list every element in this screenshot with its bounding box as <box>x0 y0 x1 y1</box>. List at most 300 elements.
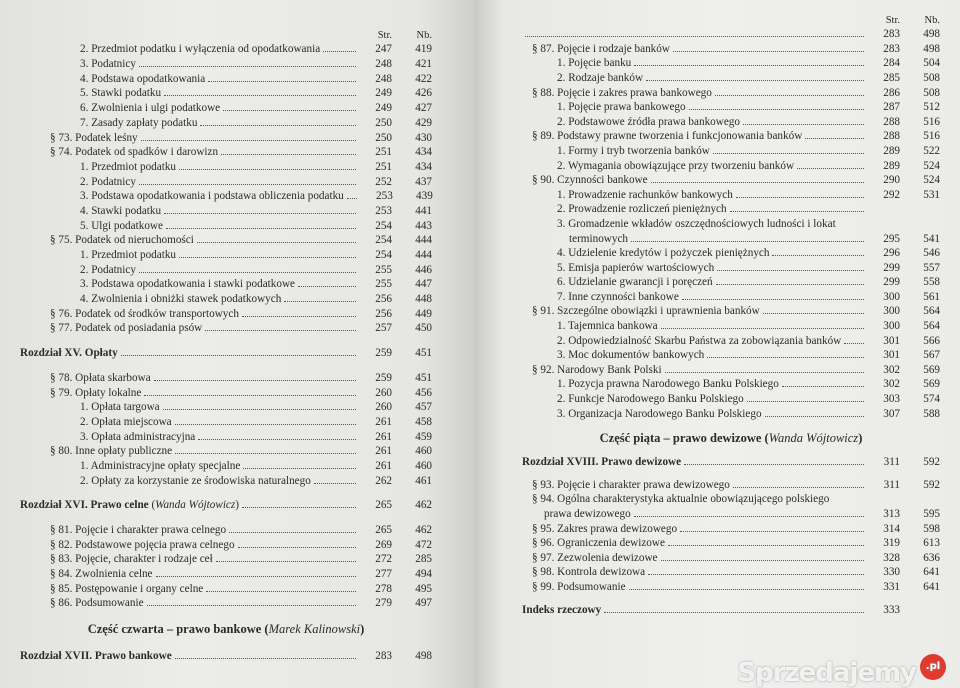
dot-leader <box>730 211 864 212</box>
page-number: 250 <box>375 131 392 144</box>
toc-entry[interactable] <box>20 369 432 384</box>
toc-entry[interactable] <box>20 70 432 85</box>
margin-number: 567 <box>923 349 940 362</box>
margin-number: 524 <box>923 174 940 187</box>
margin-number: 598 <box>923 522 940 535</box>
margin-number: 504 <box>923 57 940 70</box>
entry-label: 5. Emisja papierów wartościowych <box>557 261 715 274</box>
page-number: 277 <box>375 568 392 581</box>
margin-number: 448 <box>415 293 432 306</box>
toc-entry[interactable] <box>20 158 432 173</box>
part-title: Część czwarta – prawo bankowe <box>87 622 262 637</box>
dot-leader <box>223 110 356 111</box>
page-number: 249 <box>375 87 392 100</box>
entry-label: § 86. Podsumowanie <box>50 597 144 610</box>
toc-entry[interactable] <box>522 55 940 70</box>
entry-label: 3. Podstawa opodatkowania i stawki podatkowe <box>80 278 296 291</box>
toc-entry[interactable] <box>522 332 940 347</box>
page-number: 256 <box>375 293 392 306</box>
margin-number: 449 <box>415 307 432 320</box>
margin-number: 459 <box>415 430 432 443</box>
margin-number: 460 <box>415 459 432 472</box>
dot-leader <box>284 301 356 302</box>
toc-entry[interactable] <box>20 472 432 487</box>
dot-leader <box>713 153 864 154</box>
page-number: 253 <box>375 204 392 217</box>
dot-leader <box>782 386 864 387</box>
toc-entry[interactable] <box>20 595 432 610</box>
page-number: 288 <box>883 115 900 128</box>
toc-entry[interactable] <box>20 580 432 595</box>
entry-label: Rozdział XVII. Prawo bankowe <box>20 650 172 663</box>
toc-entry[interactable] <box>20 173 432 188</box>
entry-label: 2. Podstawowe źródła prawa bankowego <box>557 115 740 128</box>
margin-number: 457 <box>415 401 432 414</box>
entry-label: 4. Stawki podatku <box>80 204 162 217</box>
page-number: 314 <box>883 522 900 535</box>
toc-entry[interactable] <box>522 142 940 157</box>
toc-entry[interactable] <box>522 535 940 550</box>
toc-entry[interactable] <box>20 41 432 56</box>
page-number: 300 <box>883 320 900 333</box>
margin-number: 557 <box>923 261 940 274</box>
toc-entry[interactable] <box>20 565 432 580</box>
column-headers <box>20 26 432 41</box>
dot-leader <box>763 313 864 314</box>
margin-number: 446 <box>415 263 432 276</box>
entry-label: 2. Prowadzenie rozliczeń pieniężnych <box>557 203 727 216</box>
dot-leader <box>631 241 864 242</box>
entry-label: § 94. Ogólna charakterystyka aktualnie obowiązującego polskiego <box>532 493 830 506</box>
str-header: Str. <box>377 29 392 41</box>
page-number: 265 <box>375 499 392 512</box>
nb-header: Nb. <box>924 14 940 26</box>
entry-label: § 89. Podstawy prawne tworzenia i funkcjonowania banków <box>532 130 803 143</box>
dot-leader <box>164 95 356 96</box>
page-number: 247 <box>375 43 392 56</box>
dot-leader <box>175 424 356 425</box>
toc-entry[interactable] <box>20 232 432 247</box>
entry-label: 1. Pozycja prawna Narodowego Banku Polskiego <box>557 378 779 391</box>
toc-entry[interactable] <box>20 399 432 414</box>
dot-leader <box>680 531 864 532</box>
entry-label: 1. Przedmiot podatku <box>80 249 177 261</box>
margin-number: 636 <box>923 551 940 564</box>
toc-entry[interactable] <box>522 274 940 289</box>
entry-label: Rozdział XVIII. Prawo dewizowe <box>522 456 682 469</box>
toc-entry[interactable] <box>522 157 940 172</box>
page-number: 301 <box>883 349 900 362</box>
margin-number: 564 <box>923 305 940 318</box>
dot-leader <box>651 182 864 183</box>
page-number: 283 <box>883 42 900 55</box>
chapter-entry[interactable] <box>522 601 940 616</box>
page-number: 255 <box>375 278 392 291</box>
entry-label: prawa dewizowego <box>544 508 631 520</box>
margin-number: 439 <box>416 190 433 203</box>
entry-label: 2. Podatnicy <box>80 263 136 276</box>
toc-entry[interactable] <box>522 230 940 245</box>
dot-leader <box>198 439 356 440</box>
dot-leader <box>139 272 356 273</box>
margin-number: 461 <box>415 474 432 487</box>
dot-leader <box>747 401 864 402</box>
dot-leader <box>347 198 357 199</box>
dot-leader <box>242 507 356 508</box>
dot-leader <box>733 487 864 488</box>
margin-number: 641 <box>923 580 940 593</box>
page-number: 285 <box>883 71 900 84</box>
dot-leader <box>689 109 864 110</box>
page-number: 313 <box>883 508 900 520</box>
toc-entry[interactable] <box>20 261 432 276</box>
chapter-entry[interactable] <box>20 647 432 662</box>
toc-entry[interactable] <box>20 276 432 291</box>
toc-entry[interactable] <box>522 288 940 303</box>
page-number: 283 <box>375 650 392 663</box>
margin-number: 456 <box>415 386 432 399</box>
entry-label: Rozdział XV. Opłaty <box>20 347 118 360</box>
page-number: 328 <box>883 551 900 564</box>
margin-number: 447 <box>415 278 432 291</box>
toc-entry-line <box>522 491 940 506</box>
toc-entry[interactable] <box>20 114 432 129</box>
entry-label: § 91. Szczególne obowiązki i uprawnienia banków <box>532 305 760 318</box>
toc-entry[interactable] <box>20 55 432 70</box>
entry-label: 2. Przedmiot podatku i wyłączenia od opodatkowania <box>80 43 321 56</box>
margin-number: 498 <box>415 650 432 663</box>
dot-leader <box>141 140 356 141</box>
watermark-badge: .pl <box>920 654 946 680</box>
dot-leader <box>646 80 864 81</box>
margin-number: 451 <box>415 371 432 384</box>
page-number: 299 <box>883 261 900 274</box>
page-number: 265 <box>375 524 392 536</box>
page-number: 279 <box>375 597 392 610</box>
toc-entry[interactable] <box>20 290 432 305</box>
toc-entry[interactable] <box>20 99 432 114</box>
toc-entry[interactable] <box>522 113 940 128</box>
page-number: 292 <box>883 188 900 201</box>
toc-entry[interactable] <box>20 413 432 428</box>
margin-number: 472 <box>415 538 432 551</box>
entry-label: 1. Przedmiot podatku <box>80 160 177 173</box>
dot-leader <box>634 516 864 517</box>
entry-label: § 97. Zezwolenia dewizowe <box>532 551 658 564</box>
toc-entry[interactable] <box>20 305 432 320</box>
dot-leader <box>844 343 864 344</box>
dot-leader <box>121 355 356 356</box>
entry-label: 3. Opłata administracyjna <box>80 430 196 443</box>
toc-entry[interactable] <box>522 361 940 376</box>
dot-leader <box>221 154 356 155</box>
dot-leader <box>139 184 356 185</box>
page-number: 301 <box>883 334 900 347</box>
dot-leader <box>772 255 864 256</box>
entry-label: § 98. Kontrola dewizowa <box>532 566 646 579</box>
toc-entry[interactable] <box>522 303 940 318</box>
page-number: 278 <box>375 582 392 595</box>
dot-leader <box>684 464 864 465</box>
page-number: 249 <box>375 102 392 115</box>
dot-leader <box>765 416 864 417</box>
entry-label: 3. Podatnicy <box>80 58 136 71</box>
dot-leader <box>208 81 356 82</box>
entry-label: § 76. Podatek od środków transportowych <box>50 307 239 320</box>
dot-leader <box>314 483 356 484</box>
entry-label: 6. Zwolnienia i ulgi podatkowe <box>80 102 221 115</box>
entry-label: 1. Pojęcie prawa bankowego <box>557 101 686 114</box>
dot-leader <box>205 330 356 331</box>
toc-entry[interactable] <box>20 457 432 472</box>
dot-leader <box>238 547 356 548</box>
toc-entry[interactable] <box>522 405 940 420</box>
toc-entry[interactable] <box>522 549 940 564</box>
toc-entry[interactable] <box>20 129 432 144</box>
page-number: 311 <box>883 478 900 491</box>
page-number: 283 <box>883 28 900 41</box>
dot-leader <box>323 51 356 52</box>
toc-entry[interactable] <box>522 245 940 260</box>
chapter-entry[interactable] <box>522 454 940 469</box>
page-number: 289 <box>883 159 900 172</box>
chapter-entry[interactable]: Rozdział XVI. Prawo celne ( Wanda Wójtowicz ) 265 462 <box>20 499 432 512</box>
toc-entry[interactable] <box>522 317 940 332</box>
page-number: 254 <box>375 219 392 232</box>
nb-header: Nb. <box>416 29 432 41</box>
page-number: 269 <box>375 538 392 551</box>
dot-leader <box>634 65 864 66</box>
margin-number: 595 <box>923 508 940 520</box>
entry-label: § 88. Pojęcie i zakres prawa bankowego <box>532 86 712 99</box>
toc-entry[interactable] <box>522 347 940 362</box>
margin-number: 592 <box>923 456 940 469</box>
margin-number: 522 <box>923 144 940 157</box>
margin-number: 421 <box>415 58 432 71</box>
margin-number: 450 <box>415 322 432 335</box>
dot-leader <box>154 380 356 381</box>
margin-number: 508 <box>923 71 940 84</box>
page-number: 251 <box>375 160 392 173</box>
entry-label: 1. Tajemnica bankowa <box>557 320 658 333</box>
entry-label: § 74. Podatek od spadków i darowizn <box>50 146 219 159</box>
page-number: 330 <box>883 566 900 579</box>
margin-number: 437 <box>415 175 432 188</box>
margin-number: 641 <box>923 566 940 579</box>
page-number: 251 <box>375 146 392 159</box>
margin-number: 451 <box>415 347 432 360</box>
margin-number: 524 <box>923 159 940 172</box>
entry-label: 6. Udzielanie gwarancji i poręczeń <box>557 276 713 289</box>
toc-entry[interactable] <box>20 536 432 551</box>
page-number: 248 <box>375 72 392 85</box>
margin-number: 531 <box>923 188 940 201</box>
margin-number: 426 <box>415 87 432 100</box>
toc-entry[interactable] <box>20 217 432 232</box>
toc-entry[interactable] <box>20 428 432 443</box>
dot-leader <box>175 658 356 659</box>
entry-label: § 85. Postępowanie i organy celne <box>50 582 204 595</box>
entry-label: § 81. Pojęcie i charakter prawa celnego <box>50 524 227 536</box>
entry-label: § 90. Czynności bankowe <box>532 174 648 187</box>
toc-entry[interactable] <box>522 99 940 114</box>
chapter-entry[interactable] <box>20 344 432 359</box>
sprzedajemy-watermark <box>737 658 941 688</box>
toc-entry[interactable] <box>522 259 940 274</box>
toc-entry[interactable] <box>20 320 432 335</box>
right-page <box>474 0 960 688</box>
toc-entry[interactable] <box>522 564 940 579</box>
toc-entry[interactable] <box>522 390 940 405</box>
margin-number: 566 <box>923 334 940 347</box>
page-number: 300 <box>883 290 900 303</box>
dot-leader <box>179 169 356 170</box>
toc-entry[interactable] <box>522 201 940 216</box>
page-number: 290 <box>883 174 900 187</box>
margin-number: 561 <box>923 290 940 303</box>
dot-leader <box>661 328 864 329</box>
entry-label: § 96. Ograniczenia dewizowe <box>532 537 665 550</box>
toc-entry[interactable] <box>20 521 432 536</box>
margin-number: 592 <box>923 478 940 491</box>
entry-label: § 82. Podstawowe pojęcia prawa celnego <box>50 538 235 551</box>
margin-number: 422 <box>415 72 432 85</box>
entry-label: § 93. Pojęcie i charakter prawa dewizowego <box>532 478 730 491</box>
page-number: 286 <box>883 86 900 99</box>
toc-entry[interactable] <box>522 186 940 201</box>
entry-label: 4. Zwolnienia i obniżki stawek podatkowych <box>80 293 282 306</box>
toc-entry[interactable] <box>522 84 940 99</box>
page-number: 260 <box>375 386 392 399</box>
dot-leader <box>715 95 864 96</box>
page-number: 284 <box>883 57 900 70</box>
left-page <box>0 0 474 688</box>
dot-leader <box>805 138 864 139</box>
page-number: 261 <box>375 459 392 472</box>
entry-label: 3. Podstawa opodatkowania i podstawa obliczenia podatku <box>80 190 344 203</box>
dot-leader <box>229 532 356 533</box>
entry-label: § 83. Pojęcie, charakter i rodzaje ceł <box>50 553 213 566</box>
toc-entry[interactable] <box>522 376 940 391</box>
entry-label: § 87. Pojęcie i rodzaje banków <box>532 42 670 55</box>
toc-entry[interactable] <box>522 40 940 55</box>
dot-leader <box>144 395 356 396</box>
toc-entry[interactable] <box>522 578 940 593</box>
table-of-contents-right <box>522 11 940 624</box>
page-number: 261 <box>375 430 392 443</box>
table-of-contents-left <box>20 26 432 662</box>
chapter-author: Wanda Wójtowicz <box>155 499 236 512</box>
page-number: 262 <box>375 474 392 487</box>
entry-label: 1. Administracyjne opłaty specjalne <box>80 459 241 472</box>
dot-leader <box>298 286 356 287</box>
toc-entry[interactable] <box>20 246 432 261</box>
entry-label: 4. Podstawa opodatkowania <box>80 72 206 85</box>
dot-leader <box>717 270 864 271</box>
dot-leader <box>166 228 356 229</box>
dot-leader <box>243 468 356 469</box>
page-number: 248 <box>375 58 392 71</box>
entry-label: 2. Wymagania obowiązujące przy tworzeniu banków <box>557 159 795 172</box>
dot-leader <box>242 316 356 317</box>
page-number: 300 <box>883 305 900 318</box>
toc-entry[interactable] <box>20 144 432 159</box>
part-title: Część piąta – prawo dewizowe <box>599 430 762 445</box>
toc-entry[interactable] <box>20 384 432 399</box>
margin-number: 569 <box>923 363 940 376</box>
entry-label: § 80. Inne opłaty publiczne <box>50 445 173 458</box>
toc-entry[interactable] <box>522 520 940 535</box>
part-heading: Część czwarta – prawo bankowe ( Marek Kalinowski ) <box>87 622 365 637</box>
page-number: 311 <box>883 456 900 469</box>
page-number: 333 <box>883 603 900 616</box>
margin-number: 512 <box>923 101 940 114</box>
toc-entry[interactable] <box>522 128 940 143</box>
page-number: 250 <box>375 116 392 129</box>
toc-entry[interactable] <box>20 85 432 100</box>
margin-number: 516 <box>923 130 940 143</box>
page-number: 254 <box>375 234 392 247</box>
dot-leader <box>197 242 356 243</box>
margin-number: 419 <box>415 43 432 56</box>
page-number: 259 <box>375 371 392 384</box>
page-number: 255 <box>375 263 392 276</box>
toc-entry[interactable] <box>20 188 432 203</box>
watermark-text: Sprzedajemy <box>737 658 916 688</box>
entry-label: § 75. Podatek od nieruchomości <box>50 234 194 247</box>
entry-label: Rozdział XVI. Prawo celne <box>20 499 149 512</box>
entry-label: 2. Odpowiedzialność Skarbu Państwa za zobowiązania banków <box>557 334 842 347</box>
margin-number: 460 <box>415 445 432 458</box>
page-number: 319 <box>883 537 900 550</box>
toc-entry[interactable] <box>20 551 432 566</box>
entry-label: 2. Podatnicy <box>80 175 136 188</box>
margin-number: 427 <box>415 102 432 115</box>
part-author: Wanda Wójtowicz <box>768 430 859 445</box>
toc-entry[interactable] <box>522 476 940 491</box>
entry-label: § 77. Podatek od posiadania psów <box>50 322 203 335</box>
toc-entry[interactable] <box>20 202 432 217</box>
entry-label: 4. Udzielenie kredytów i pożyczek pieniężnych <box>557 247 770 260</box>
margin-number: 498 <box>923 28 940 41</box>
margin-number: 495 <box>415 582 432 595</box>
toc-entry[interactable] <box>522 26 940 41</box>
toc-entry[interactable] <box>522 172 940 187</box>
column-headers <box>522 11 940 26</box>
entry-label: § 84. Zwolnienia celne <box>50 568 153 581</box>
toc-entry-line <box>522 215 940 230</box>
entry-label: 2. Funkcje Narodowego Banku Polskiego <box>557 393 744 406</box>
entry-label: 1. Pojęcie banku <box>557 57 632 70</box>
dot-leader <box>156 576 356 577</box>
margin-number: 434 <box>415 146 432 159</box>
toc-entry[interactable] <box>522 69 940 84</box>
dot-leader <box>163 409 356 410</box>
entry-label: 7. Inne czynności bankowe <box>557 290 679 303</box>
entry-label: 3. Organizacja Narodowego Banku Polskiego <box>557 407 762 420</box>
margin-number: 569 <box>923 378 940 391</box>
page-number: 295 <box>883 232 900 245</box>
entry-label: § 99. Podsumowanie <box>532 580 626 593</box>
page-number: 299 <box>883 276 900 289</box>
margin-number: 497 <box>415 597 432 610</box>
toc-entry[interactable] <box>522 505 940 520</box>
margin-number: 508 <box>923 86 940 99</box>
entry-label: 2. Rodzaje banków <box>557 71 644 84</box>
page-number: 261 <box>375 415 392 428</box>
page-number: 302 <box>883 363 900 376</box>
toc-entry[interactable] <box>20 443 432 458</box>
